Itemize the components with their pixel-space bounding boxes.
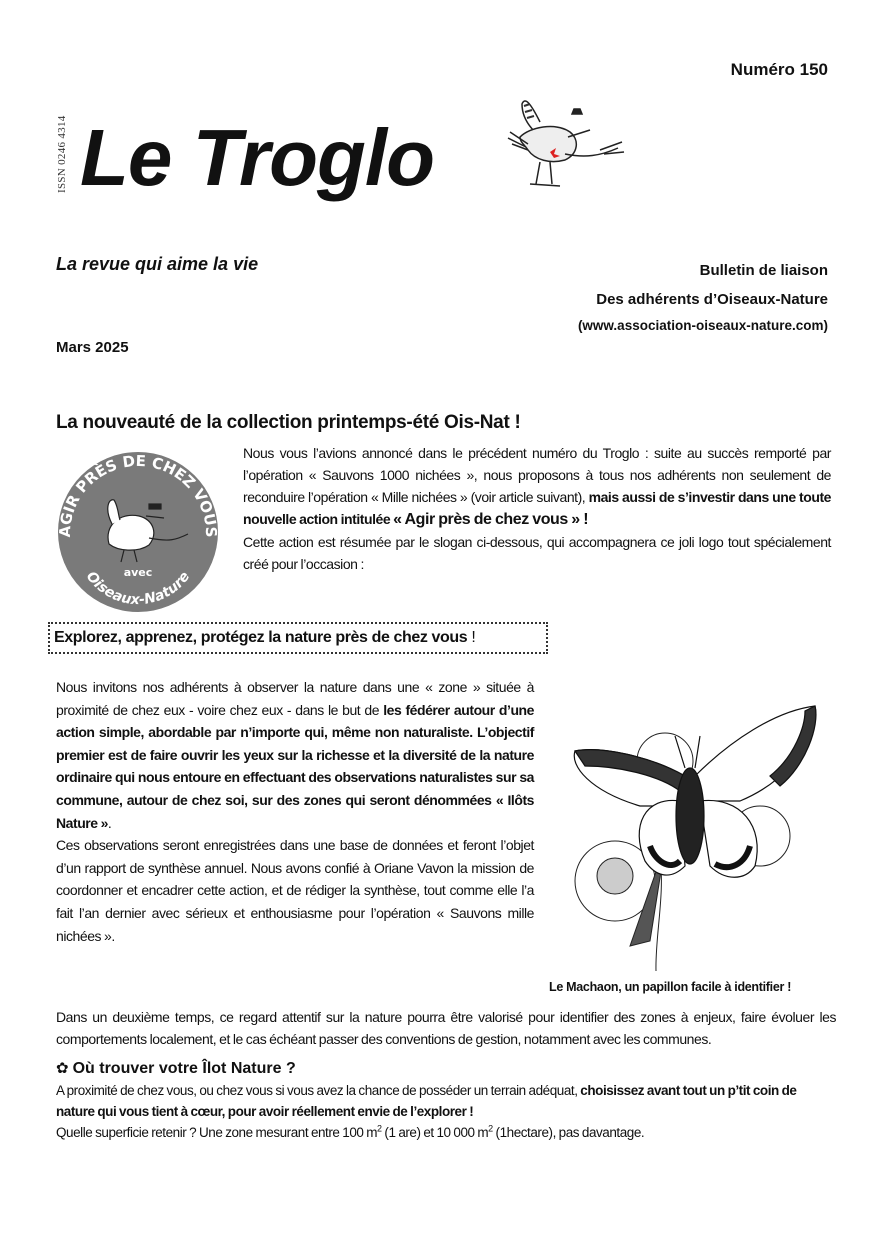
issue-number: Numéro 150 xyxy=(730,60,828,79)
lower-section xyxy=(56,1006,836,1143)
logo-bottom-text: Oiseaux-Nature xyxy=(82,568,194,609)
body-paragraph-3 xyxy=(56,1080,836,1143)
intro-text: Nous vous l’avions annoncé dans le précédent numéro du Troglo : suite au succès remporté par l’opération « Sauvons 1000 nichées », nous proposons à tous nos adhérents non seulement de reconduire l’opération « Mille nichées » (voir article suivant), xyxy=(243,445,831,505)
newsletter-title: Le Troglo xyxy=(80,113,434,202)
area-text-b: (1 are) et 10 000 m xyxy=(381,1125,489,1140)
slogan-end: ! xyxy=(467,629,476,646)
body1-period: . xyxy=(107,814,112,831)
slogan-text: Explorez, apprenez, protégez la nature près de chez vous xyxy=(54,629,468,646)
logo-avec: avec xyxy=(123,566,153,579)
subsection-title-text: Où trouver votre Îlot Nature ? xyxy=(72,1060,296,1077)
flower-icon: ✿ xyxy=(56,1060,69,1077)
intro-text-2: Cette action est résumée par le slogan ci-dessous, qui accompagnera ce joli logo tout spécialement créé pour l’occasion : xyxy=(243,534,831,572)
wren-illustration-icon xyxy=(500,92,630,192)
logo-top-text: AGIR PRÈS DE CHEZ VOUS xyxy=(55,451,221,538)
issn-text: ISSN 0246 4314 xyxy=(56,115,68,193)
body1-text-2: Ces observations seront enregistrées dans une base de données et feront l’objet d’un rapport de synthèse annuel. Nous avons confié à Oriane Vavon la mission de coordonner et encadrer cette action, et de rédiger la synthèse, tout comme elle l’a fait l’an dernier avec sérieux et enthousiasme pour l’opération « Sauvons mille nichées ». xyxy=(56,837,534,944)
bulletin-line2: Des adhérents d’Oiseaux-Nature xyxy=(596,291,828,308)
swallowtail-butterfly-illustration-icon xyxy=(560,696,825,976)
tagline: La revue qui aime la vie xyxy=(56,254,259,274)
subsection-title xyxy=(56,1058,836,1080)
body3-bold: choisissez avant tout un p’tit coin de nature qui vous tient à cœur, pour avoir réellement envie de l’explorer ! xyxy=(56,1083,797,1119)
issn xyxy=(52,105,72,195)
area-sup-2: 2 xyxy=(488,1123,493,1134)
bulletin-info xyxy=(578,256,828,338)
body-paragraph-2: Dans un deuxième temps, ce regard attentif sur la nature pourra être valorisé pour identifier des zones à enjeux, faire évoluer les comportements localement, et le cas échéant passer des conventions de gestion, notamment avec les communes. xyxy=(56,1009,836,1047)
body1-text: Nous invitons nos adhérents à observer la nature dans une « zone » située à proximité de chez eux - voire chez eux - dans le but de xyxy=(56,679,534,718)
intro-action-name: « Agir près de chez vous » ! xyxy=(393,511,589,528)
body-paragraph-1 xyxy=(56,676,534,947)
body1-bold: les fédérer autour d’une action simple, abordable par n’importe qui, même non naturaliste. L’objectif premier est de faire ouvrir les yeux sur la richesse et la diversité de la nature ordinaire qui nous entoure en effectuant des observations naturalistes sur sa commune, autour de chez soi, sur des zones qui seront dénommées « Ilôts Nature » xyxy=(56,701,534,831)
agir-pres-de-chez-vous-logo xyxy=(54,448,222,614)
body3-text: A proximité de chez vous, ou chez vous si vous avez la chance de posséder un terrain adéquat, xyxy=(56,1083,581,1098)
image-caption: Le Machaon, un papillon facile à identifier ! xyxy=(549,980,792,994)
website-link[interactable]: (www.association-oiseaux-nature.com) xyxy=(577,318,828,333)
issue-date: Mars 2025 xyxy=(56,339,129,356)
article-title: La nouveauté de la collection printemps-été Ois-Nat ! xyxy=(56,412,521,433)
intro-bold: mais aussi de s’investir dans une toute nouvelle action intitulée xyxy=(243,489,831,527)
intro-paragraph xyxy=(243,442,831,575)
area-text-c: (1hectare), pas davantage. xyxy=(492,1125,645,1140)
bulletin-line1: Bulletin de liaison xyxy=(699,262,828,279)
slogan-box xyxy=(48,622,548,654)
area-text-a: Quelle superficie retenir ? Une zone mesurant entre 100 m xyxy=(56,1125,378,1140)
area-sup-1: 2 xyxy=(377,1123,382,1134)
